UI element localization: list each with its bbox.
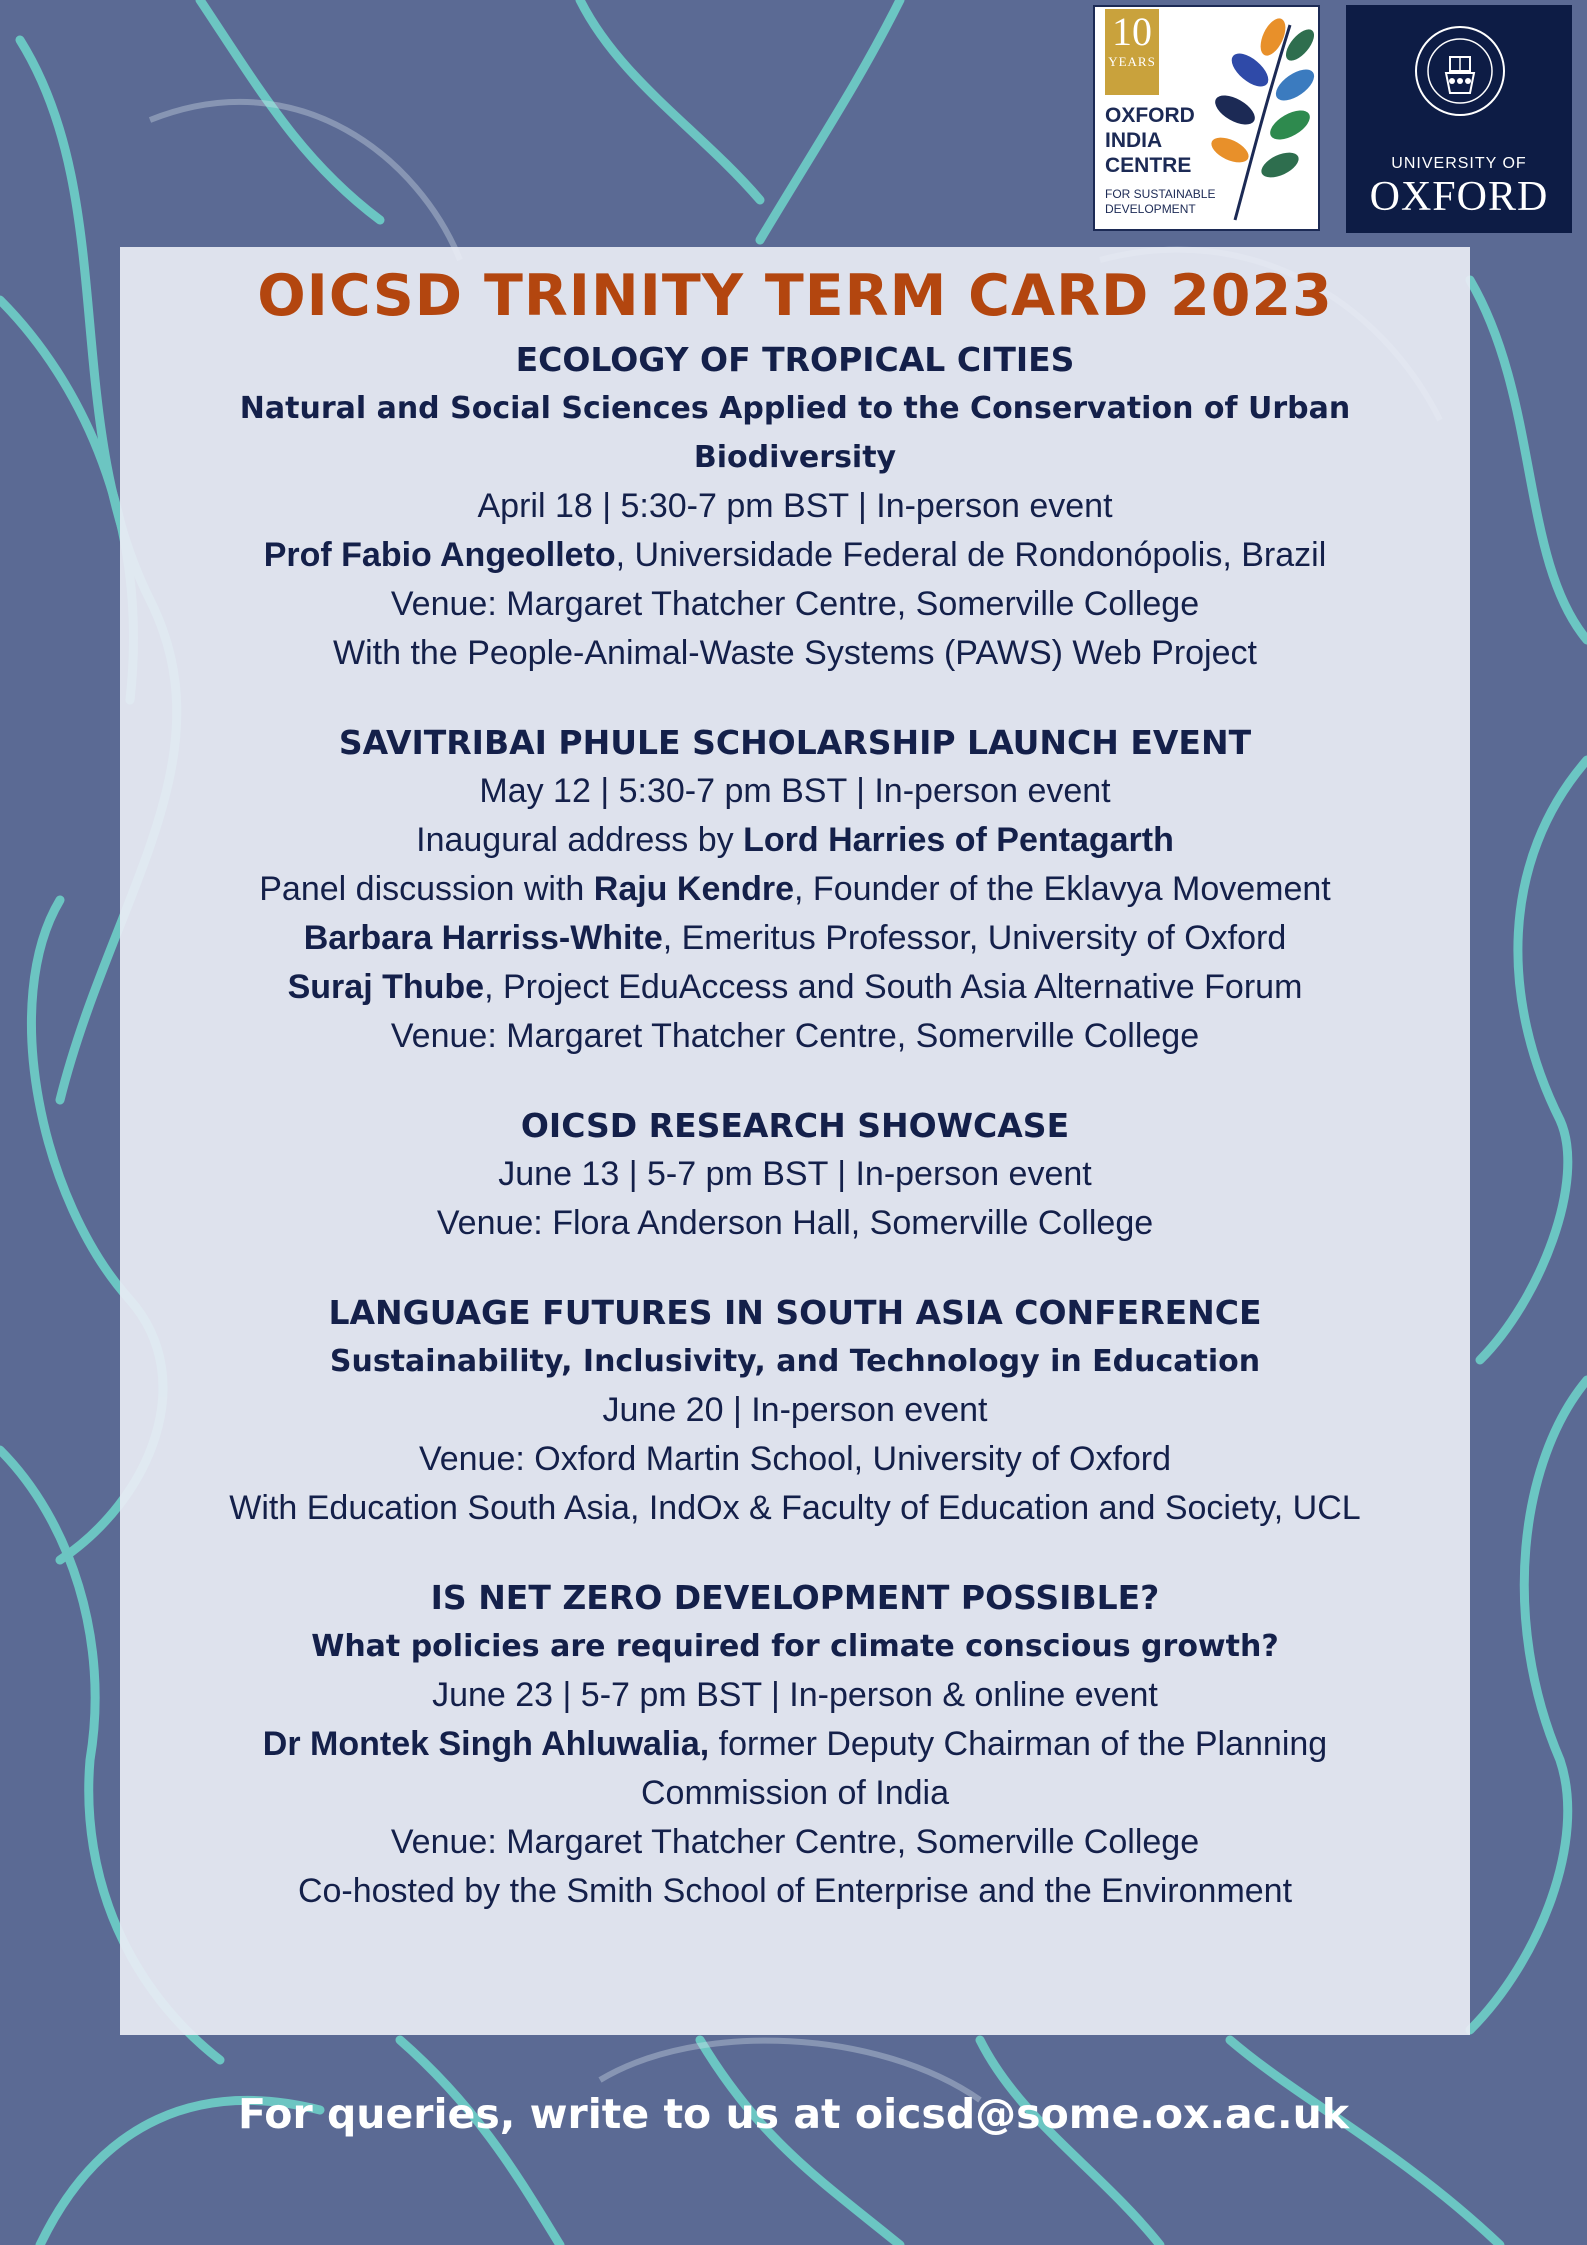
event-speaker [120,531,1470,580]
contact-footer: For queries, write to us at oicsd@some.ox.ac.uk [237,2090,1350,2138]
event-panelist [120,963,1470,1012]
event-subtitle-line1: Natural and Social Sciences Applied to the Conservation of Urban [239,391,1351,426]
event-title: LANGUAGE FUTURES IN SOUTH ASIA CONFERENCE [328,1293,1262,1332]
speaker-affiliation: , Emeritus Professor, University of Oxford [662,919,1287,957]
event-ecology [120,335,1470,678]
event-speaker-affiliation-line2: Commission of India [640,1774,949,1812]
leaf-branch-icon [1195,15,1317,225]
event-panel [120,865,1470,914]
event-subtitle: Sustainability, Inclusivity, and Technology in Education [329,1344,1261,1379]
event-title: IS NET ZERO DEVELOPMENT POSSIBLE? [430,1578,1160,1617]
oxford-logo-line1: UNIVERSITY OF [1391,155,1527,172]
speaker-affiliation: , Project EduAccess and South Asia Alternative Forum [484,968,1303,1006]
panel-prefix: Panel discussion with [259,870,594,908]
ten-years-badge [1105,9,1159,95]
event-inaugural-address [120,816,1470,865]
speaker-name: Suraj Thube [287,968,485,1006]
event-language-futures [120,1288,1470,1533]
event-venue: Venue: Margaret Thatcher Centre, Somerville College [390,1823,1200,1861]
speaker-name: Prof Fabio Angeolleto [263,536,616,574]
oicsd-logo-line3: CENTRE [1105,154,1192,177]
speaker-name: Barbara Harriss-White [303,919,663,957]
speaker-name: Raju Kendre [593,870,795,908]
event-subtitle: What policies are required for climate conscious growth? [311,1629,1279,1664]
oicsd-logo [1093,5,1320,231]
event-research-showcase [120,1101,1470,1248]
event-title: ECOLOGY OF TROPICAL CITIES [515,340,1075,379]
years-number: 10 [1112,9,1152,54]
event-partner: With Education South Asia, IndOx & Faculty of Education and Society, UCL [229,1489,1361,1527]
speaker-name: Dr Montek Singh Ahluwalia, [262,1725,710,1763]
speaker-name: Lord Harries of Pentagarth [743,821,1174,859]
event-partner: With the People-Animal-Waste Systems (PAWS) Web Project [333,634,1257,672]
page-title: OICSD TRINITY TERM CARD 2023 [257,263,1333,329]
event-date: June 23 | 5-7 pm BST | In-person & online event [432,1676,1158,1714]
speaker-affiliation: , Universidade Federal de Rondonópolis, Brazil [615,536,1327,574]
address-prefix: Inaugural address by [416,821,744,859]
event-panelist [120,914,1470,963]
event-date: May 12 | 5:30-7 pm BST | In-person event [479,772,1111,810]
event-speaker [120,1720,1470,1769]
oicsd-logo-line1: OXFORD [1105,104,1195,127]
event-net-zero [120,1573,1470,1916]
event-venue: Venue: Flora Anderson Hall, Somerville College [436,1204,1154,1242]
event-title: OICSD RESEARCH SHOWCASE [520,1106,1070,1145]
event-date: June 13 | 5-7 pm BST | In-person event [498,1155,1092,1193]
event-subtitle-line2: Biodiversity [693,440,897,475]
oicsd-logo-sub2: DEVELOPMENT [1105,202,1196,216]
oxford-crest-icon [1412,23,1508,119]
oicsd-logo-sub1: FOR SUSTAINABLE [1105,187,1216,201]
oxford-logo-line2: OXFORD [1369,174,1549,220]
event-partner: Co-hosted by the Smith School of Enterprise and the Environment [297,1872,1293,1910]
speaker-affiliation: , Founder of the Eklavya Movement [794,870,1331,908]
event-title: SAVITRIBAI PHULE SCHOLARSHIP LAUNCH EVENT [338,723,1252,762]
event-venue: Venue: Oxford Martin School, University of Oxford [418,1440,1172,1478]
event-scholarship-launch [120,718,1470,1061]
oicsd-logo-line2: INDIA [1105,129,1163,152]
event-date: June 20 | In-person event [602,1391,988,1429]
event-venue: Venue: Margaret Thatcher Centre, Somerville College [390,585,1200,623]
term-card [120,247,1470,2035]
speaker-affiliation: former Deputy Chairman of the Planning [709,1725,1328,1763]
event-date: April 18 | 5:30-7 pm BST | In-person event [477,487,1113,525]
event-venue: Venue: Margaret Thatcher Centre, Somerville College [390,1017,1200,1055]
years-label: YEARS [1108,54,1156,69]
oxford-logo [1346,5,1572,233]
